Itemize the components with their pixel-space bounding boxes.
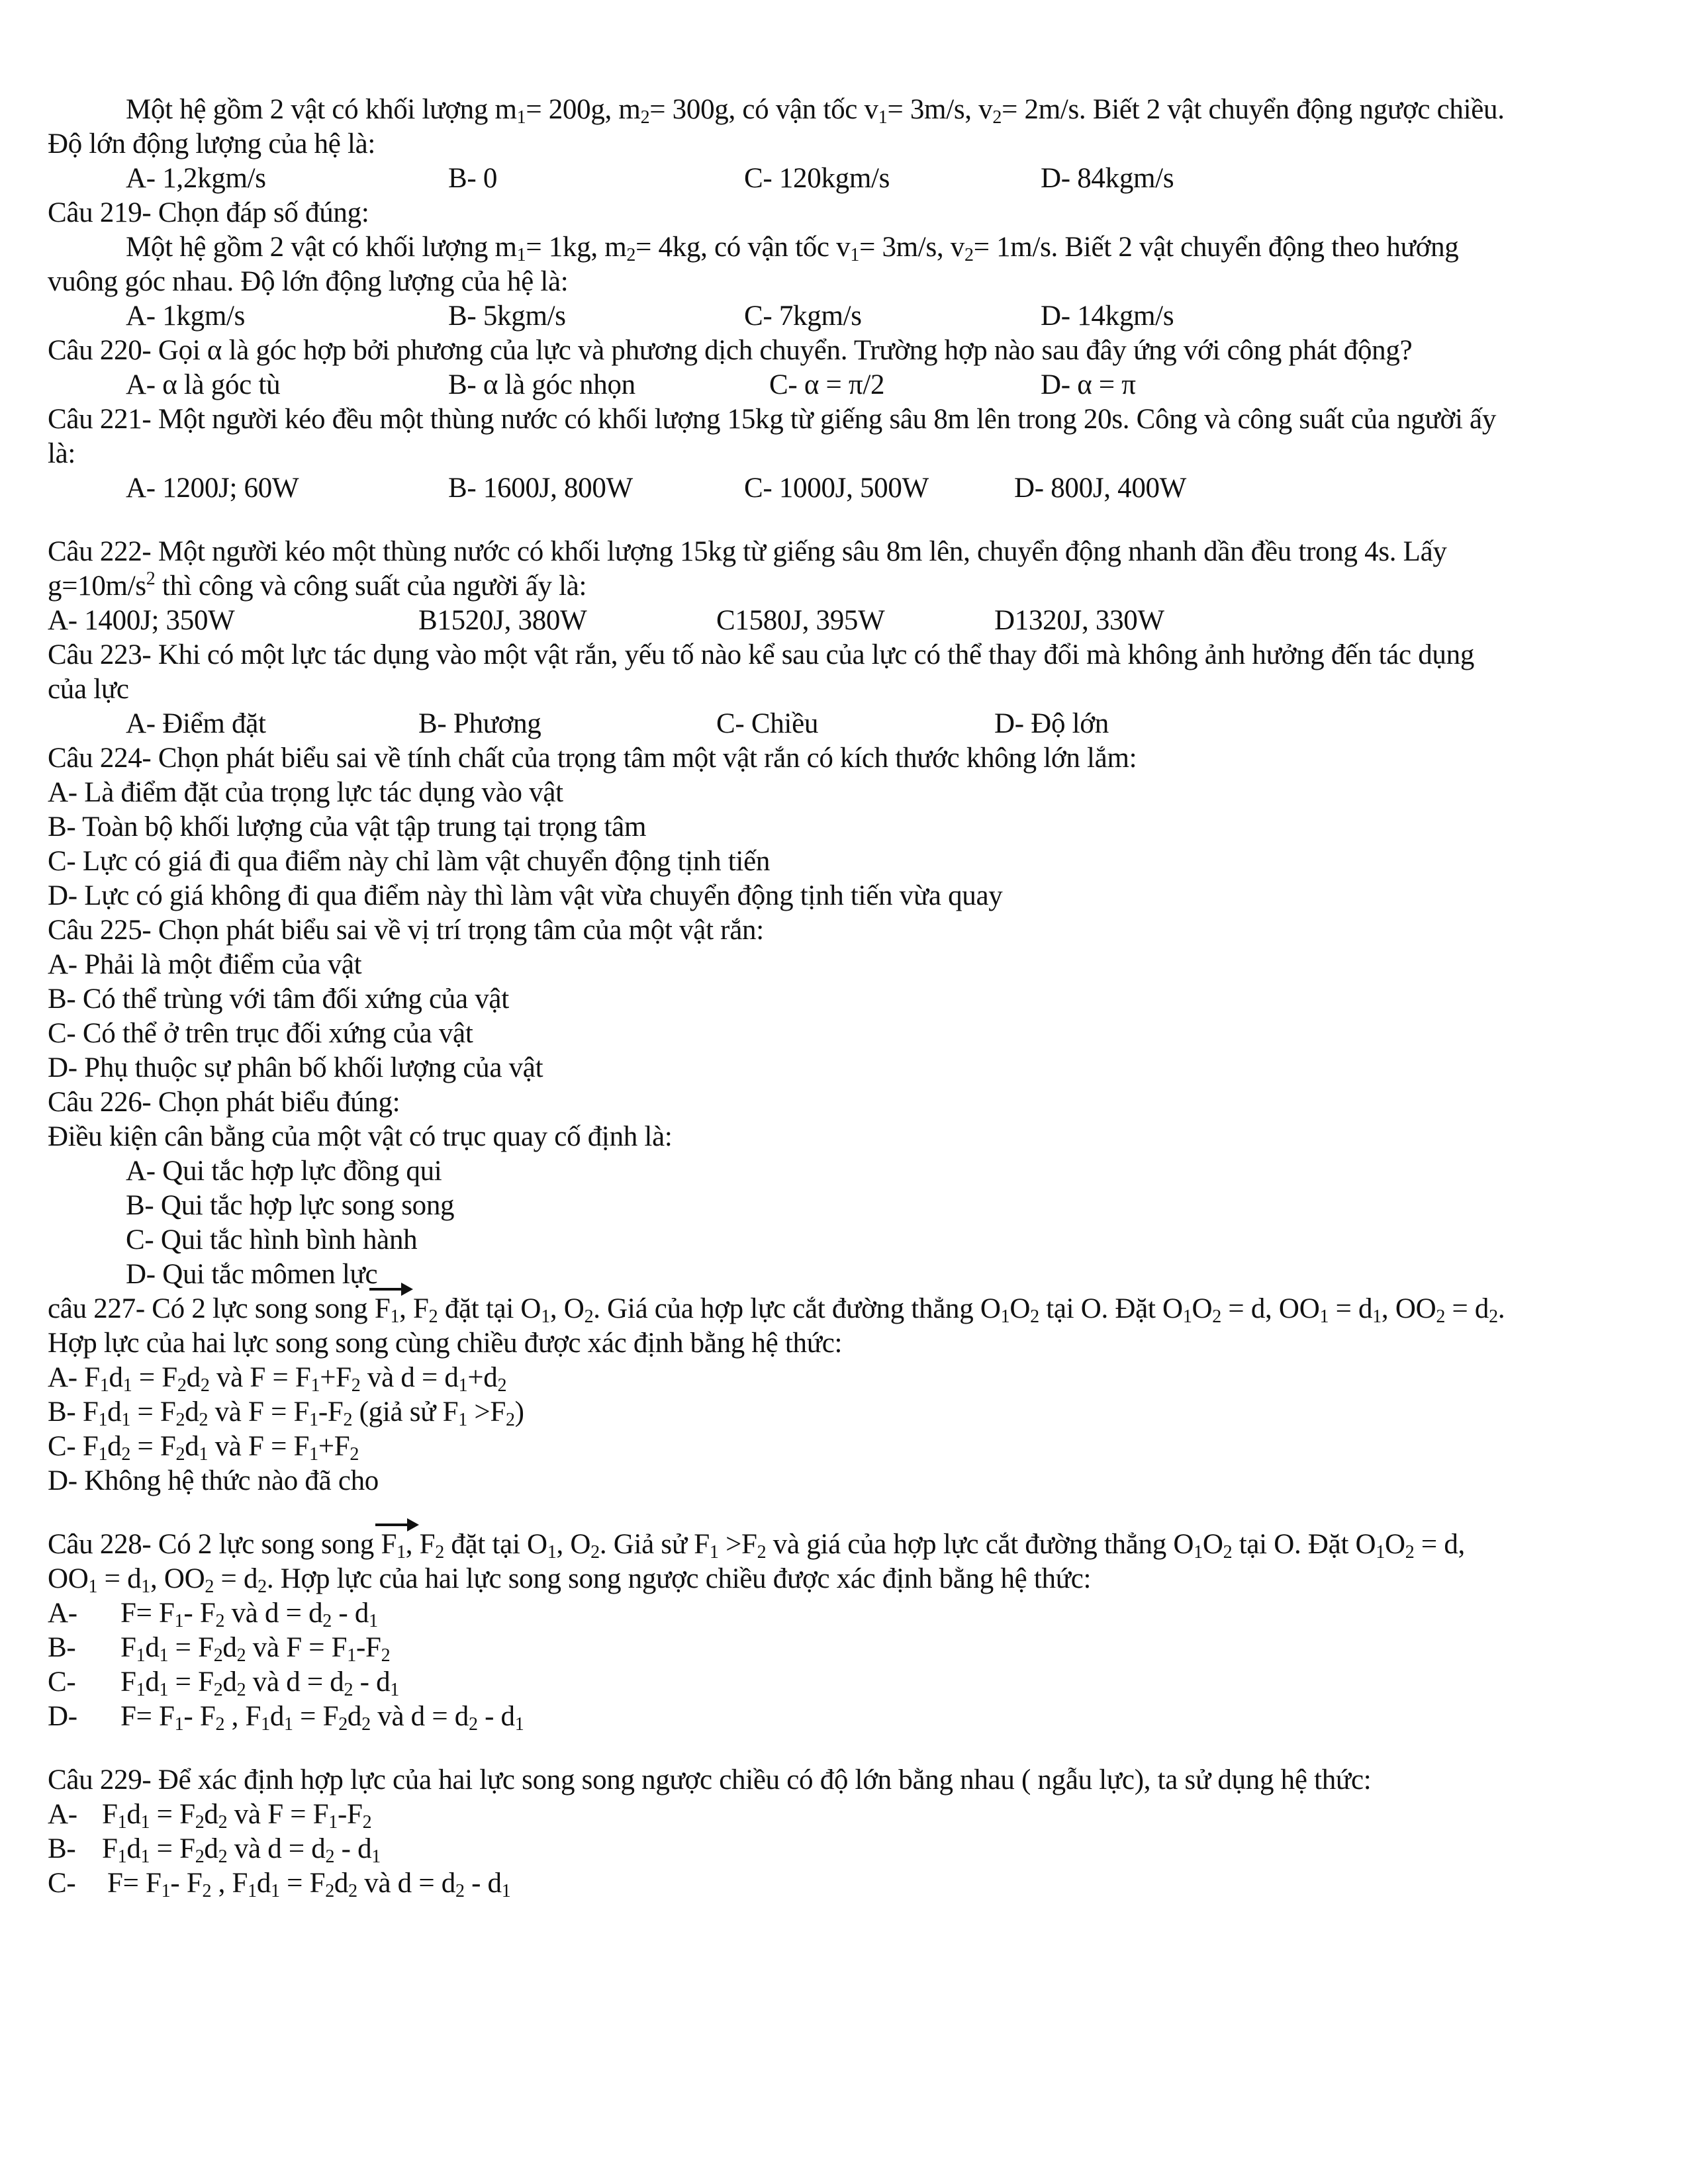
question-229 — [48, 1763, 1643, 1901]
question-225 — [48, 913, 1643, 1085]
question-223 — [48, 638, 1643, 741]
option-d: D- Qui tắc mômen lực — [126, 1259, 378, 1290]
question-219 — [48, 196, 1643, 334]
option-b: B1520J, 380W — [418, 605, 587, 636]
vector-arrow-icon: F — [381, 1527, 397, 1562]
option-b: B- Toàn bộ khối lượng của vật tập trung tại trọng tâm — [48, 811, 647, 842]
option-a: A- 1,2kgm/s — [126, 163, 266, 194]
option-d: D- Lực có giá không đi qua điểm này thì làm vật vừa chuyển động tịnh tiến vừa quay — [48, 880, 1003, 911]
answer-options — [48, 604, 1643, 638]
option-b: B- $F_1d_1 = F_2d_2$ và $F = F_1-F_2$ — [48, 1632, 391, 1666]
option-c: C- 120kgm/s — [744, 163, 890, 194]
question-text: Độ lớn động lượng của hệ là: — [48, 128, 376, 159]
question-label: Câu 219- Chọn đáp số đúng: — [48, 197, 369, 228]
option-b: B- 1600J, 800W — [448, 473, 633, 504]
question-intro — [48, 93, 1643, 196]
option-d: D- α = π — [1041, 369, 1136, 400]
option-a: A- 1200J; 60W — [126, 473, 299, 504]
option-c: C- Lực có giá đi qua điểm này chỉ làm vật chuyển động tịnh tiến — [48, 846, 771, 877]
option-a: A- $F= F_1-$ $F_2$ và $d = d_2 - d_1$ — [48, 1598, 378, 1631]
question-label: Câu 221- Một người kéo đều một thùng nước có khối lượng 15kg từ giếng sâu 8m lên trong 20s. Công và công suất của người ấy — [48, 404, 1497, 435]
vector-arrow-icon: F — [375, 1292, 391, 1326]
answer-options — [48, 368, 1643, 402]
question-label: Câu 225- Chọn phát biểu sai về vị trí trọng tâm của một vật rắn: — [48, 915, 764, 946]
question-226 — [48, 1085, 1643, 1292]
answer-options — [48, 471, 1643, 506]
option-d: D- Không hệ thức nào đã cho — [48, 1465, 379, 1496]
option-d: D- 800J, 400W — [1014, 473, 1187, 504]
option-d: D- 84kgm/s — [1041, 163, 1174, 194]
question-text: Điều kiện cân bằng của một vật có trục quay cố định là: — [48, 1121, 673, 1152]
answer-options — [48, 299, 1643, 334]
question-text: vuông góc nhau. Độ lớn động lượng của hệ là: — [48, 266, 569, 297]
option-a: A- Điểm đặt — [126, 708, 266, 739]
option-a: A- Là điểm đặt của trọng lực tác dụng vào vật — [48, 777, 563, 808]
option-a: A- α là góc tù — [126, 369, 281, 400]
option-a: A- Phải là một điểm của vật — [48, 949, 362, 980]
question-text: Hợp lực của hai lực song song cùng chiều được xác định bằng hệ thức: — [48, 1328, 843, 1359]
answer-options — [48, 707, 1643, 741]
option-c: C- $F_1d_2 = F_2d_1$ và $F = F_1+F_2$ — [48, 1431, 359, 1465]
option-c: C1580J, 395W — [716, 605, 885, 636]
question-220 — [48, 334, 1643, 402]
question-text: Một hệ gồm 2 vật có khối lượng $m_1= 1kg$, $m_2= 4kg$, có vận tốc $v_1= 3m/s$, $v_2= 1m/s$. Biết 2 vật chuyển động theo hướng — [126, 232, 1459, 265]
question-text: Một hệ gồm 2 vật có khối lượng $m_1= 200g$, $m_2= 300g$, có vận tốc $v_1= 3m/s$, $v_2= 2m/s$. Biết 2 vật chuyển động ngược chiều. — [126, 94, 1505, 128]
question-227 — [48, 1292, 1643, 1498]
option-b: B- 5kgm/s — [448, 300, 566, 332]
option-c: C- 1000J, 500W — [744, 473, 929, 504]
question-label: Câu 226- Chọn phát biểu đúng: — [48, 1087, 400, 1118]
option-b: B- Qui tắc hợp lực song song — [126, 1190, 455, 1221]
option-b: B- $F_1d_1 = F_2d_2$ và $F = F_1-F_2$ (giả sử $F_1 >F_2$) — [48, 1396, 524, 1430]
option-c: C- Qui tắc hình bình hành — [126, 1224, 418, 1255]
question-228 — [48, 1527, 1643, 1734]
option-c: C- α = π/2 — [769, 369, 885, 400]
option-c: C- Có thể ở trên trục đối xứng của vật — [48, 1018, 473, 1049]
option-d: D- Độ lớn — [994, 708, 1109, 739]
option-a: A- $F_1d_1 = F_2d_2$ và $F = F_1+F_2$ và $d = d_1+d_2$ — [48, 1362, 507, 1396]
answer-options — [48, 161, 1643, 196]
question-label: Câu 224- Chọn phát biểu sai về tính chất của trọng tâm một vật rắn có kích thước không lớn lắm: — [48, 743, 1137, 774]
question-text: $OO_1 = d_1$, $OO_2 = d_2$. Hợp lực của hai lực song song ngược chiều được xác định bằng hệ thức: — [48, 1563, 1092, 1597]
document-page — [48, 93, 1643, 1901]
option-b: B- 0 — [448, 163, 498, 194]
option-c: C- $F= F_1-$ $F_2$ , $F_1d_1 = F_2d_2$ và $d = d_2 - d_1$ — [48, 1868, 511, 1901]
question-label: câu 227- Có 2 lực song song $F_1$, $F_2$ đặt tại $O_1$, $O_2$. Giá của hợp lực cắt đường thẳng $O_1O_2$ tại O. Đặt $O_1O_2 = d$, $OO_1 = d_1$, $OO_2 = d_2$. — [48, 1293, 1505, 1327]
question-text: là: — [48, 438, 76, 469]
option-d: D- Phụ thuộc sự phân bố khối lượng của vật — [48, 1052, 543, 1083]
option-a: A- $F_1d_1 = F_2d_2$ và $F = F_1-F_2$ — [48, 1799, 372, 1833]
question-label: Câu 229- Để xác định hợp lực của hai lực song song ngược chiều có độ lớn bằng nhau ( ngẫu lực), ta sử dụng hệ thức: — [48, 1764, 1372, 1796]
option-a: A- 1kgm/s — [126, 300, 246, 332]
option-a: A- 1400J; 350W — [48, 605, 235, 636]
question-221 — [48, 402, 1643, 506]
option-d: D- $F= F_1-$ $F_2$ , $F_1d_1 = F_2d_2$ và $d = d_2 - d_1$ — [48, 1701, 524, 1735]
option-b: B- Phương — [418, 708, 541, 739]
question-222 — [48, 535, 1643, 638]
question-224 — [48, 741, 1643, 913]
option-a: A- Qui tắc hợp lực đồng qui — [126, 1156, 442, 1187]
question-label: Câu 228- Có 2 lực song song $F_1$, $F_2$ đặt tại $O_1$, $O_2$. Giả sử $F_1 >F_2$ và giá của hợp lực cắt đường thẳng $O_1O_2$ tại O. Đặt $O_1O_2 = d$, — [48, 1529, 1465, 1563]
option-c: C- 7kgm/s — [744, 300, 862, 332]
question-text: $g=10m/s^2$ thì công và công suất của người ấy là: — [48, 569, 587, 602]
option-d: D1320J, 330W — [994, 605, 1164, 636]
option-b: B- Có thể trùng với tâm đối xứng của vật — [48, 983, 509, 1015]
option-c: C- $F_1d_1 = F_2d_2$ và $d = d_2 - d_1$ — [48, 1666, 399, 1700]
option-b: B- α là góc nhọn — [448, 369, 635, 400]
question-label: Câu 220- Gọi α là góc hợp bởi phương của lực và phương dịch chuyển. Trường hợp nào sau đây ứng với công phát động? — [48, 335, 1413, 366]
option-b: B- $F_1d_1 = F_2d_2$ và $d = d_2 - d_1$ — [48, 1833, 381, 1867]
question-label: Câu 223- Khi có một lực tác dụng vào một vật rắn, yếu tố nào kể sau của lực có thể thay đổi mà không ảnh hưởng đến tác dụng — [48, 639, 1475, 670]
question-label: Câu 222- Một người kéo một thùng nước có khối lượng 15kg từ giếng sâu 8m lên, chuyển động nhanh dần đều trong 4s. Lấy — [48, 536, 1447, 567]
option-c: C- Chiều — [716, 708, 819, 739]
option-d: D- 14kgm/s — [1041, 300, 1174, 332]
question-text: của lực — [48, 674, 129, 705]
